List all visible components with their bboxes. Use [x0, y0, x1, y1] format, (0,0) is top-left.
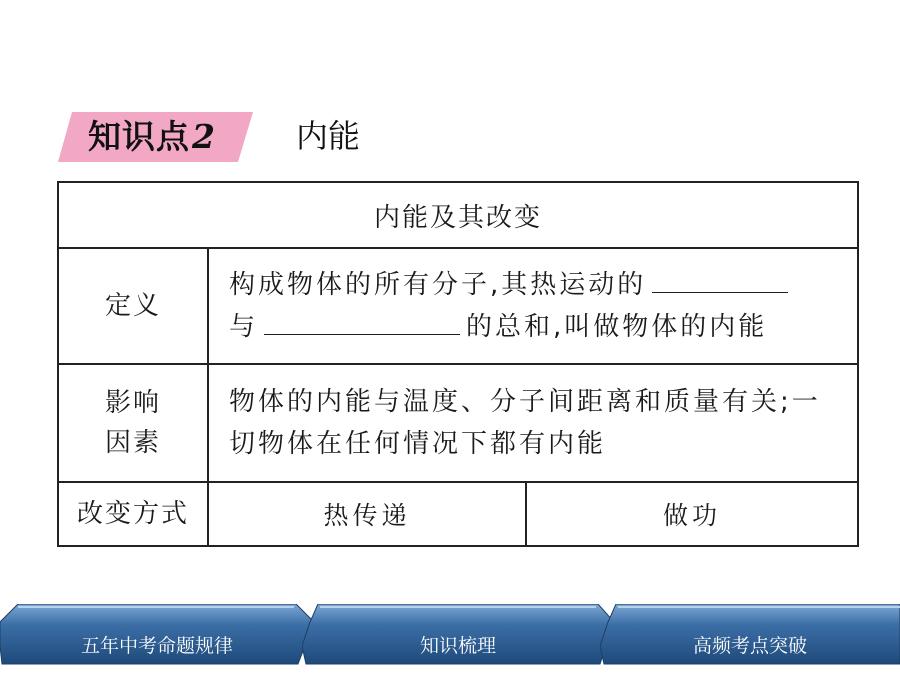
definition-text-part2: 与	[229, 312, 259, 342]
definition-text-part1: 构成物体的所有分子,其热运动的	[229, 270, 647, 300]
bottom-tab-bar	[0, 604, 900, 675]
fill-blank-1	[652, 266, 788, 293]
table-row-ways	[58, 482, 858, 546]
table-row-definition	[58, 248, 858, 364]
influence-label-line1: 影响	[104, 388, 161, 418]
definition-label: 定义	[58, 248, 208, 364]
influence-label	[58, 364, 208, 482]
fill-blank-2	[264, 308, 460, 335]
influence-content: 物体的内能与温度、分子间距离和质量有关;一切物体在任何情况下都有内能	[208, 364, 858, 482]
tab-high-frequency[interactable]	[600, 604, 900, 666]
table-header: 内能及其改变	[58, 182, 858, 248]
way-heat-transfer: 热传递	[208, 482, 526, 546]
knowledge-point-badge	[58, 110, 253, 164]
table-header-row	[58, 182, 858, 248]
badge-label	[88, 116, 216, 158]
definition-text-part3: 的总和,叫做物体的内能	[466, 312, 768, 342]
tab-label: 知识梳理	[419, 635, 496, 657]
tab-label: 五年中考命题规律	[80, 635, 233, 657]
internal-energy-table	[57, 181, 859, 547]
tab-label: 高频考点突破	[692, 635, 807, 657]
tab-exam-patterns[interactable]	[0, 604, 314, 666]
definition-content	[208, 248, 858, 364]
table-row-influence	[58, 364, 858, 482]
tab-knowledge-review[interactable]	[302, 604, 614, 666]
badge-text: 知识点	[88, 117, 190, 156]
way-doing-work: 做功	[526, 482, 858, 546]
ways-label: 改变方式	[58, 482, 208, 546]
section-title: 内能	[296, 117, 361, 155]
badge-number: 2	[192, 117, 216, 156]
influence-label-line2: 因素	[104, 428, 161, 458]
